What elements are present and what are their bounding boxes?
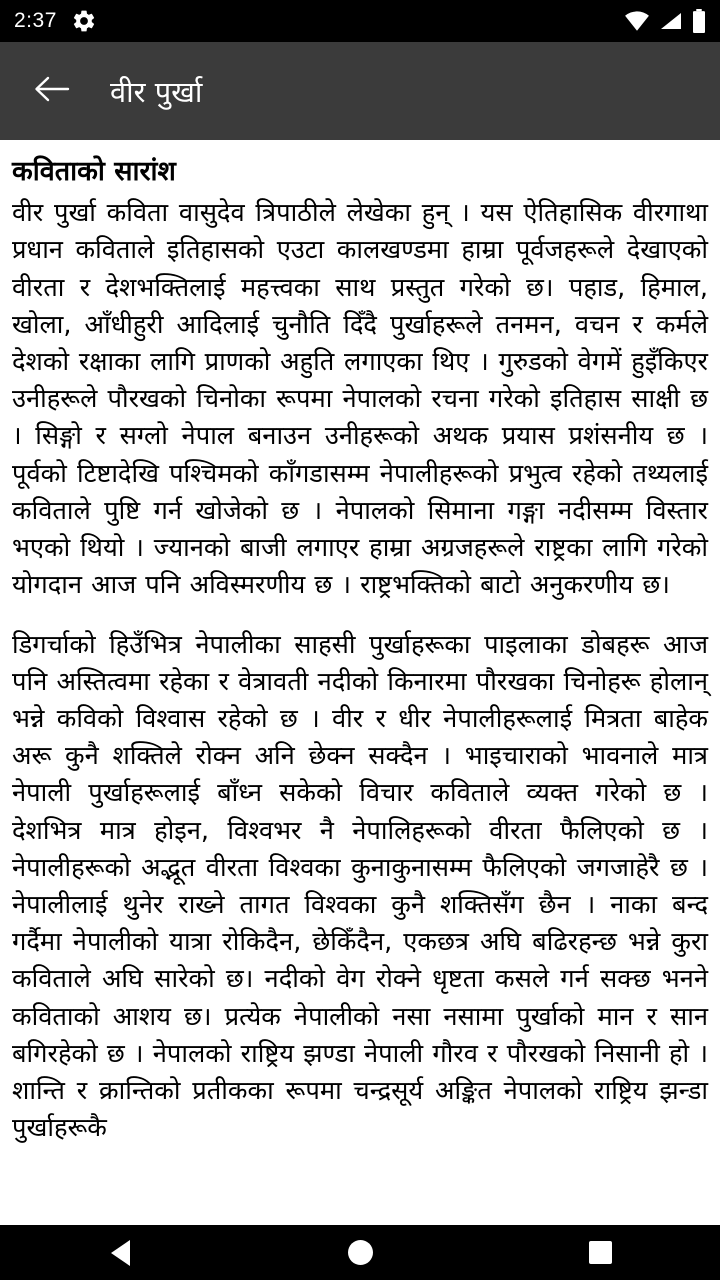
wifi-icon [624, 11, 650, 31]
article-content[interactable] [0, 140, 720, 1225]
nav-back-button[interactable] [60, 1225, 180, 1280]
article-paragraph: डिगर्चाको हिउँभित्र नेपालीका साहसी पुर्खाहरूका पाइलाका डोबहरू आज पनि अस्तित्वमा रहेका र वेत्रावती नदीको किनारमा पौरखका चिनोहरू होलान् भन्ने कविको विश्वास रहेको छ । वीर र धीर नेपालीहरूलाई मित्रता बाहेक अरू कुनै शक्तिले रोक्न अनि छेक्न सक्दैन । भाइचाराको भावनाले मात्र नेपाली पुर्खाहरूलाई बाँध्न सकेको विचार कविताले व्यक्त गरेको छ । देशभित्र मात्र होइन, विश्वभर नै नेपालिहरूको वीरता फैलिएको छ । नेपालीहरूको अद्भूत वीरता विश्वका कुनाकुनासम्म फैलिएको जगजाहेरै छ । नेपालीलाई थुनेर राख्ने तागत विश्वका कुनै शक्तिसँग छैन । नाका बन्द गर्दैमा नेपालीको यात्रा रोकिदैन, छेकिँदैन, एकछत्र अघि बढिरहन्छ भन्ने कुरा कविताले अघि सारेको छ। नदीको वेग रोक्ने धृष्टता कसले गर्न सक्छ भनने कविताको आशय छ। प्रत्येक नेपालीको नसा नसामा पुर्खाको मान र सान बगिरहेको छ । नेपालको राष्ट्रिय झण्डा नेपाली गौरव र पौरखको निसानी हो । शान्ति र क्रान्तिको प्रतीकका रूपमा चन्द्रसूर्य अङ्कित नेपालको राष्ट्रिय झन्डा पुर्खाहरूकै [12, 629, 708, 1144]
system-navigation-bar [0, 1225, 720, 1280]
page-title: वीर पुर्खा [110, 74, 203, 109]
nav-back-triangle-icon [111, 1240, 130, 1266]
nav-home-circle-icon [348, 1240, 373, 1265]
battery-icon [692, 9, 706, 33]
article-paragraph: वीर पुर्खा कविता वासुदेव त्रिपाठीले लेखेका हुन् । यस ऐतिहासिक वीरगाथा प्रधान कविताले इतिहासको एउटा कालखण्डमा हाम्रा पूर्वजहरूले देखाएको वीरता र देशभक्तिलाई महत्त्वका साथ प्रस्तुत गरेको छ। पहाड, हिमाल, खोला, आँधीहुरी आदिलाई चुनौति दिँदै पुर्खाहरूले तनमन, वचन र कर्मले देशको रक्षाका लागि प्राणको अहुति लगाएका थिए । गुरुडको वेगमें हुइँकिएर उनीहरूले पौरखको चिनोका रूपमा नेपालको रचना गरेको इतिहास साक्षी छ । सिङ्गो र सग्लो नेपाल बनाउन उनीहरूको अथक प्रयास प्रशंसनीय छ । पूर्वको टिष्टादेखि पश्चिमको काँगडासम्म नेपालीहरूको प्रभुत्व रहेको तथ्यलाई कविताले पुष्टि गर्न खोजेको छ । नेपालको सिमाना गङ्गा नदीसम्म विस्तार भएको थियो । ज्यानको बाजी लगाएर हाम्रा अग्रजहरूले राष्ट्रका लागि गरेको योगदान आज पनि अविस्मरणीय छ । राष्ट्रभक्तिको बाटो अनुकरणीय छ। [12, 198, 708, 601]
article-heading: कविताको सारांश [12, 156, 176, 187]
arrow-left-icon [32, 73, 72, 109]
gear-icon [71, 8, 97, 34]
status-clock: 2:37 [14, 9, 57, 32]
nav-home-button[interactable] [300, 1225, 420, 1280]
status-bar [0, 0, 720, 42]
signal-icon [659, 11, 683, 31]
nav-recents-button[interactable] [540, 1225, 660, 1280]
nav-recents-square-icon [589, 1241, 612, 1264]
back-button[interactable] [26, 65, 78, 117]
status-bar-right [624, 9, 706, 33]
app-bar [0, 42, 720, 140]
status-bar-left [14, 8, 97, 34]
